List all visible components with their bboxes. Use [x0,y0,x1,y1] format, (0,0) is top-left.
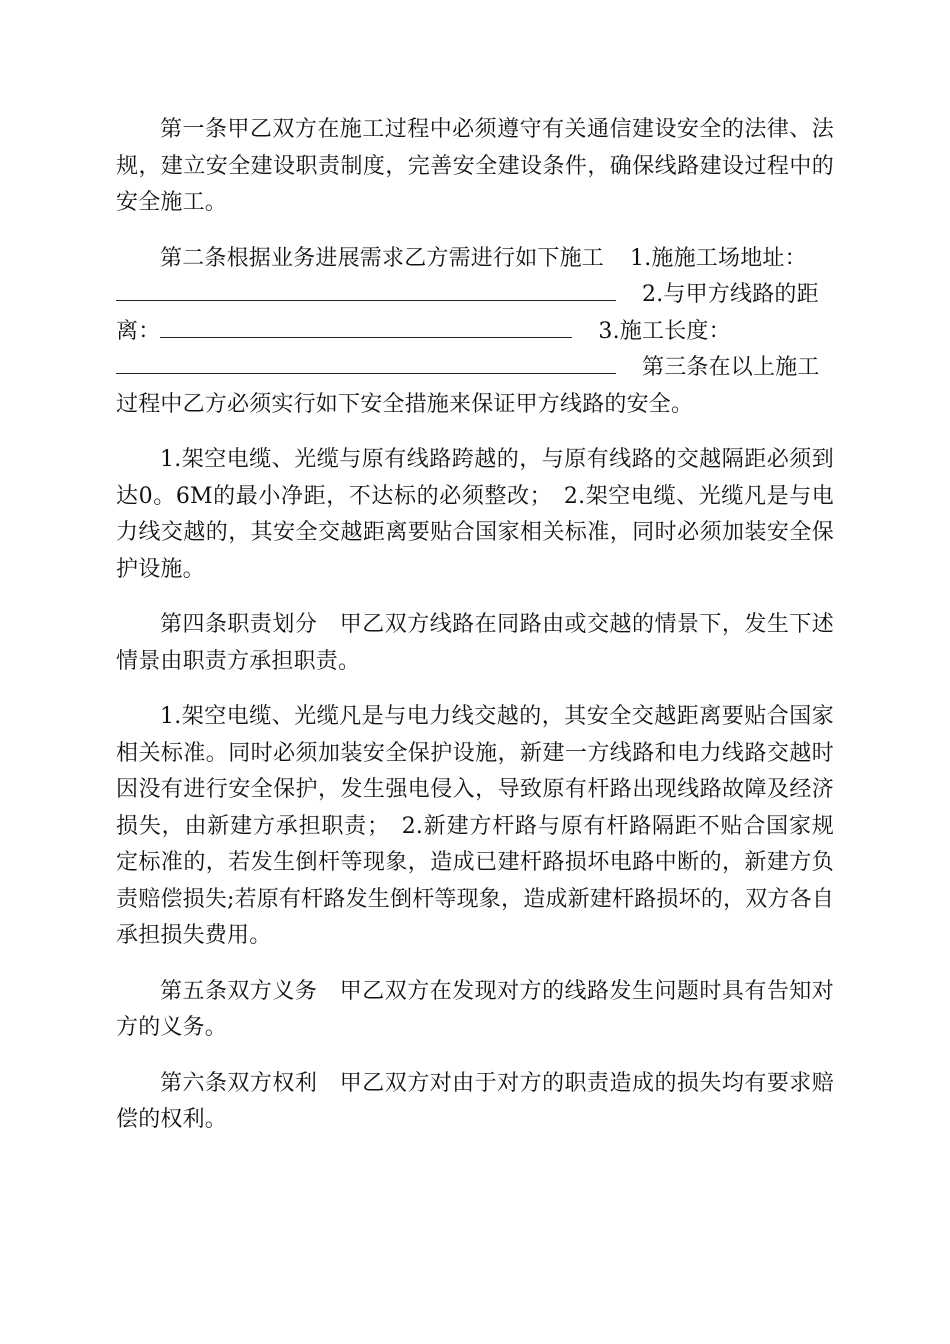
article-2-item-1-label: 1.施施工场地址： [630,245,807,271]
article-4-paragraph: 第四条职责划分 甲乙双方线路在同路由或交越的情景下，发生下述情景由职责方承担职责。 [116,612,834,674]
article-2-paragraph [116,241,834,424]
article-6-paragraph: 第六条双方权利 甲乙双方对由于对方的职责造成的损失均有要求赔偿的权利。 [116,1070,834,1132]
article-2-intro: 第二条根据业务进展需求乙方需进行如下施工 [160,245,605,271]
article-2-item-2-label-a: 2.与甲方线路的距 [642,282,819,307]
article-1-paragraph: 第一条甲乙双方在施工过程中必须遵守有关通信建设安全的法律、法规，建立安全建设职责制度，完善安全建设条件，确保线路建设过程中的安全施工。 [116,117,834,215]
document-body [116,112,834,1158]
length-blank [116,351,616,374]
article-3-measures-paragraph: 1.架空电缆、光缆与原有线路跨越的，与原有线路的交越隔距必须到达0。6M的最小净距，不达标的必须整改； 2.架空电缆、光缆凡是与电力线交越的，其安全交越距离要贴合国家相关标准，同时必须加装安全保护设施。 [116,447,834,582]
article-5-paragraph: 第五条双方义务 甲乙双方在发现对方的线路发生问题时具有告知对方的义务。 [116,978,834,1040]
article-3-heading-b: 过程中乙方必须实行如下安全措施来保证甲方线路的安全。 [116,391,694,417]
article-3-heading-a: 第三条在以上施工 [642,355,820,380]
site-address-blank [116,278,616,301]
article-2-item-2-label-b: 离： [116,318,161,344]
article-4-items-paragraph: 1.架空电缆、光缆凡是与电力线交越的，其安全交越距离要贴合国家相关标准。同时必须加装安全保护设施，新建一方线路和电力线路交越时因没有进行安全保护，发生强电侵入，导致原有杆路出现线路故障及经济损失，由新建方承担职责； 2.新建方杆路与原有杆路隔距不贴合国家规定标准的，若发生倒杆等现象，造成已建杆路损坏电路中断的，新建方负责赔偿损失;若原有杆路发生倒杆等现象，造成新建杆路损坏的，双方各自承担损失费用。 [116,704,835,948]
distance-blank [160,315,572,338]
article-2-item-3-label: 3.施工长度： [598,318,731,344]
